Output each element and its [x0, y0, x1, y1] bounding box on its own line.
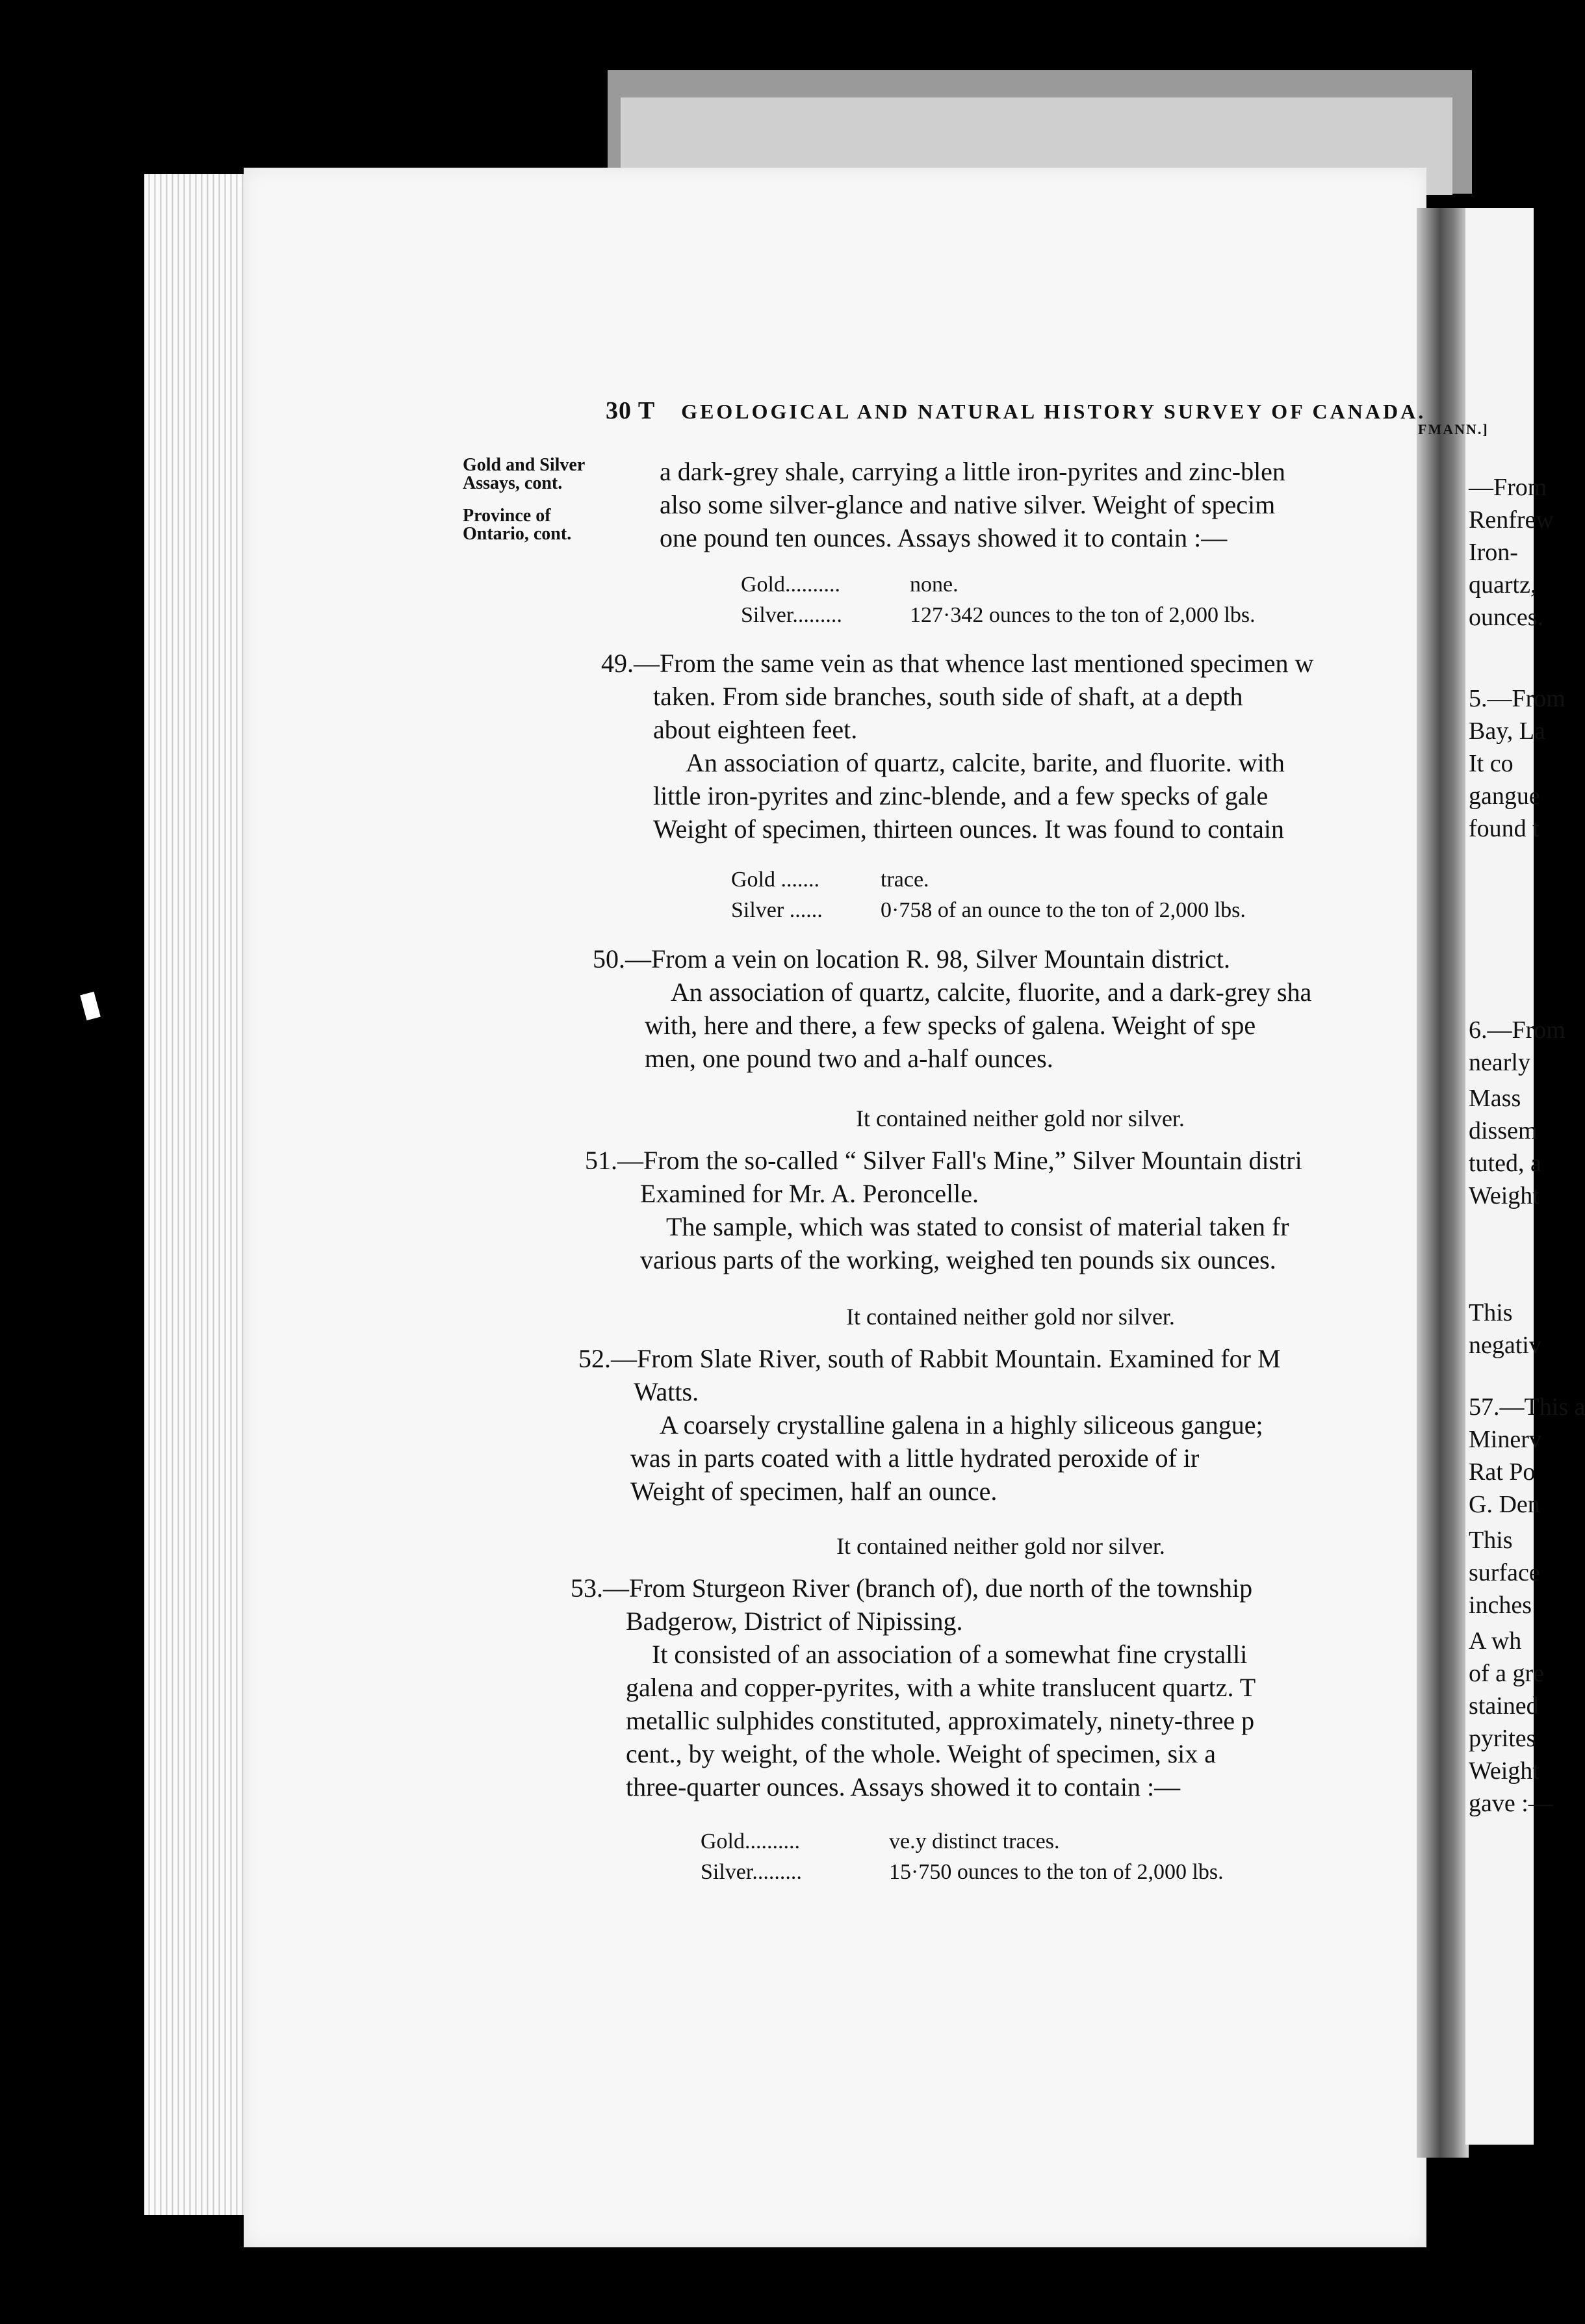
text-line: was in parts coated with a little hydrated peroxide of ir	[630, 1443, 1200, 1473]
text-line: A coarsely crystalline galena in a highly siliceous gangue;	[660, 1410, 1263, 1440]
text-line: various parts of the working, weighed ten pounds six ounces.	[640, 1245, 1276, 1274]
right-fragment: This	[1469, 1299, 1513, 1326]
assay-table: Gold ....... trace. Silver ...... 0·758 of an ounce to the ton of 2,000 lbs.	[731, 868, 1246, 922]
right-fragment: surface	[1469, 1559, 1540, 1586]
right-fragment: G. Den	[1469, 1491, 1540, 1518]
text-line: 52.—From Slate River, south of Rabbit Mountain. Examined for M	[578, 1344, 1281, 1373]
text-line: Examined for Mr. A. Peroncelle.	[640, 1179, 979, 1208]
right-fragment: negativ	[1469, 1332, 1541, 1359]
entry-52	[578, 1342, 1417, 1508]
right-fragment: gangue	[1469, 782, 1540, 810]
text-line: three-quarter ounces. Assays showed it to contain :—	[626, 1772, 1181, 1801]
right-fragment: Mass	[1469, 1085, 1521, 1112]
text-line: little iron-pyrites and zinc-blende, and a few specks of gale	[653, 781, 1269, 810]
right-fragment: pyrites	[1469, 1725, 1536, 1752]
result-note: It contained neither gold nor silver.	[856, 1105, 1185, 1131]
running-header	[606, 396, 1426, 428]
right-fragment: Weight	[1469, 1757, 1540, 1785]
side-note: Gold and Silver Assays, cont.	[463, 455, 586, 493]
right-fragment: Bay, La	[1469, 717, 1545, 745]
text-line: with, here and there, a few specks of galena. Weight of spe	[645, 1011, 1256, 1040]
right-fragment: inches	[1469, 1592, 1532, 1619]
book-page-edges	[144, 174, 255, 2215]
right-fragment: gave :—	[1469, 1790, 1553, 1817]
assay-table: Gold.......... ve.y distinct traces. Silver......... 15·750 ounces to the ton of 2,000 lbs.	[701, 1829, 1224, 1884]
right-fragment: 57.—This a	[1469, 1393, 1585, 1421]
assay-table: Gold.......... none. Silver......... 127·342 ounces to the ton of 2,000 lbs.	[741, 573, 1256, 627]
right-fragment: This	[1469, 1527, 1513, 1554]
text-line: 51.—From the so-called “ Silver Fall's Mine,” Silver Mountain distri	[585, 1146, 1302, 1175]
text-line: An association of quartz, calcite, barite, and fluorite. with	[686, 748, 1285, 777]
right-fragment: A wh	[1469, 1627, 1522, 1655]
header-cut-text: FMANN.]	[1418, 421, 1489, 437]
text-line: Weight of specimen, thirteen ounces. It was found to contain	[653, 814, 1284, 844]
text-line: men, one pound two and a-half ounces.	[645, 1044, 1053, 1073]
text-line: The sample, which was stated to consist of material taken fr	[666, 1212, 1289, 1241]
right-page	[1465, 208, 1585, 2145]
text-line: also some silver-glance and native silver. Weight of specim	[660, 490, 1276, 519]
text-line: 53.—From Sturgeon River (branch of), due north of the township	[571, 1573, 1253, 1603]
page-number: 30 T	[606, 397, 656, 424]
text-line: Weight of specimen, half an ounce.	[630, 1477, 998, 1506]
text-line: Badgerow, District of Nipissing.	[626, 1607, 963, 1636]
right-fragment: stained	[1469, 1692, 1539, 1720]
text-line: An association of quartz, calcite, fluorite, and a dark-grey sha	[671, 977, 1312, 1007]
right-fragment: It co	[1469, 750, 1514, 777]
text-line: cent., by weight, of the whole. Weight of specimen, six a	[626, 1739, 1217, 1768]
text-line: metallic sulphides constituted, approximately, ninety-three p	[626, 1706, 1255, 1735]
right-fragment: 5.—From	[1469, 685, 1566, 712]
right-fragment: Rat Po	[1469, 1458, 1536, 1486]
right-fragment: Weight	[1469, 1182, 1540, 1209]
text-line: 50.—From a vein on location R. 98, Silver Mountain district.	[593, 944, 1231, 974]
right-fragment: tuted, a	[1469, 1150, 1541, 1177]
result-note: It contained neither gold nor silver.	[846, 1304, 1175, 1330]
right-fragment: Iron-	[1469, 539, 1518, 566]
right-fragment: Renfrew	[1469, 506, 1554, 534]
text-line: taken. From side branches, south side of shaft, at a depth	[653, 682, 1243, 711]
right-fragment: 6.—From	[1469, 1016, 1566, 1044]
page-title: GEOLOGICAL AND NATURAL HISTORY SURVEY OF CANADA.	[681, 400, 1426, 423]
text-line: a dark-grey shale, carrying a little iron-pyrites and zinc-blen	[660, 457, 1285, 486]
right-fragment: dissem	[1469, 1117, 1538, 1144]
text-line: about eighteen feet.	[653, 715, 858, 744]
entry-53	[571, 1571, 1417, 1803]
result-note: It contained neither gold nor silver.	[836, 1533, 1165, 1559]
text-line: It consisted of an association of a somewhat fine crystalli	[652, 1640, 1248, 1669]
text-line: Watts.	[634, 1377, 699, 1406]
entry-51	[585, 1144, 1417, 1276]
right-fragment: Minerv	[1469, 1426, 1541, 1453]
side-note: Province of Ontario, cont.	[463, 506, 572, 544]
text-line: one pound ten ounces. Assays showed it to contain :—	[660, 523, 1228, 552]
entry-49	[601, 647, 1417, 846]
book-gutter	[1417, 208, 1469, 2158]
text-line: 49.—From the same vein as that whence last mentioned specimen w	[601, 649, 1314, 678]
text-line: galena and copper-pyrites, with a white translucent quartz. T	[626, 1673, 1256, 1702]
right-fragment: of a gre	[1469, 1660, 1545, 1687]
right-fragment: ounces.	[1469, 604, 1544, 631]
paragraph-intro	[660, 455, 1417, 554]
scan-speck	[80, 992, 101, 1020]
right-fragment: quartz,	[1469, 571, 1537, 599]
right-fragment: —From	[1469, 474, 1547, 501]
entry-50	[593, 942, 1417, 1075]
right-fragment: nearly	[1469, 1049, 1530, 1076]
right-fragment: found t	[1469, 815, 1540, 842]
